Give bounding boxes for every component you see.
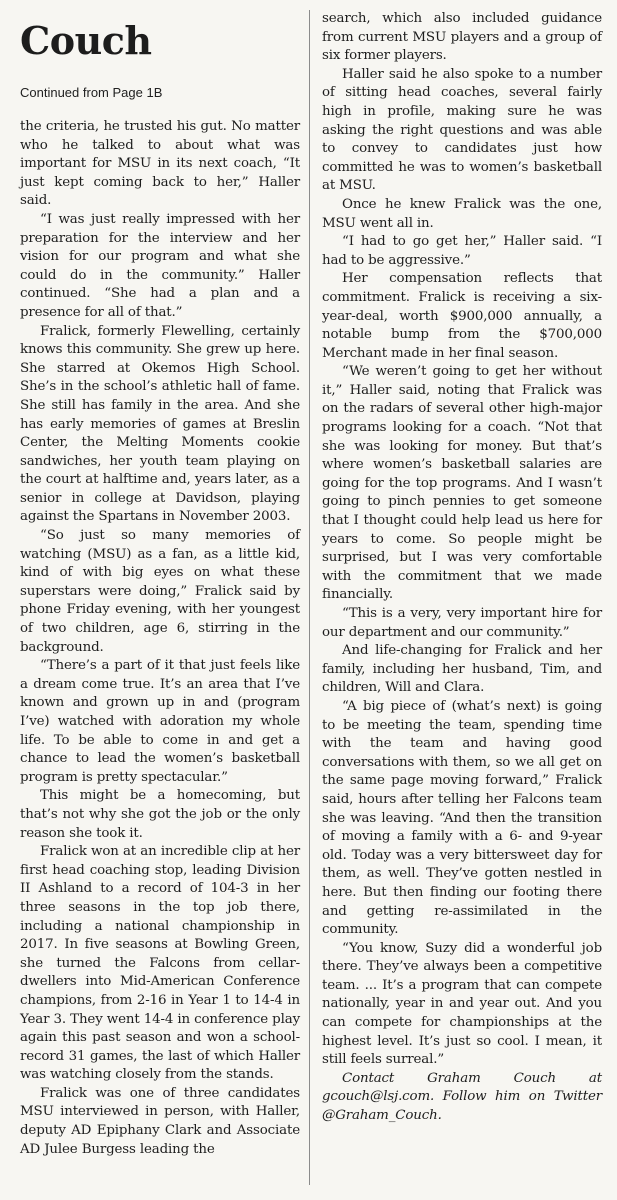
paragraph: Fralick, formerly Flewelling, certainly knows this community. She grew up here. She starred at Okemos High School. She’s in the school’s athletic hall of fame. She still has family in the area. And she has early memories of games at Breslin Center, the Melting Moments cookie sandwiches, her youth team playing on the court at halftime and, years later, as a senior in college at Davidson, playing against the Spartans in November 2003. — [20, 323, 300, 525]
paragraph: “We weren’t going to get her without it,” Haller said, noting that Fralick was on the radars of several other high-major programs looking for a coach. “Not that she was looking for money. But that’s where women’s basketball salaries are going for the top programs. And I wasn’t going to pinch pennies to get someone that I thought could help lead us here for years to come. So people might be surprised, but I was very comfortable with the commitment that we made financially. — [322, 364, 602, 603]
paragraph: “You know, Suzy did a wonderful job there. They’ve always been a competitive team. ... It’s a program that can compete nationally, year in and year out. And you can compete for championships at the highest level. It’s just so cool. I mean, it still feels surreal.” — [322, 940, 602, 1068]
paragraph: “So just so many memories of watching (MSU) as a fan, as a little kid, kind of with big eyes on what these superstars were doing,” Fralick said by phone Friday evening, with her youngest of two children, age 6, stirring in the background. — [20, 528, 300, 655]
paragraph: search, which also included guidance from current MSU players and a group of six former players. — [322, 11, 602, 64]
paragraph: “This is a very, very important hire for our department and our community.” — [322, 606, 602, 640]
column-divider — [309, 10, 310, 1185]
paragraph: “There’s a part of it that just feels like a dream come true. It’s an area that I’ve known and grown up in and (program I’ve) watched with adoration my whole life. To be able to come in and get a chance to lead the women’s basketball program is pretty spectacular.” — [20, 658, 300, 785]
paragraph: Fralick won at an incredible clip at her first head coaching stop, leading Division II Ashland to a record of 104-3 in her three seasons in the top job there, including a national championship in 2017. In five seasons at Bowling Green, she turned the Falcons from cellar-dwellers into Mid-American Conference champions, from 2-16 in Year 1 to 14-4 in Year 3. They went 14-4 in conference play again this past season and won a school-record 31 games, the last of which Haller was watching closely from the stands. — [20, 844, 300, 1083]
paragraph: “I was just really impressed with her preparation for the interview and her vision for our program and what she could do in the community.” Haller continued. “She had a plan and a presence for all of that.” — [20, 211, 300, 320]
author-contact-tagline: Contact Graham Couch at gcouch@lsj.com. Follow him on Twitter @Graham_Couch. — [322, 1070, 602, 1124]
left-column — [20, 118, 300, 1159]
paragraph: Haller said he also spoke to a number of sitting head coaches, several fairly high in profile, making sure he was asking the right questions and was able to convey to candidates just how committed he was to women’s basketball at MSU. — [322, 66, 602, 194]
continued-line: Continued from Page 1B — [20, 85, 163, 100]
paragraph: This might be a homecoming, but that’s not why she got the job or the only reason she took it. — [20, 788, 300, 841]
headline: Couch — [20, 18, 152, 63]
paragraph: Once he knew Fralick was the one, MSU went all in. — [322, 196, 602, 231]
paragraph: Her compensation reflects that commitment. Fralick is receiving a six-year-deal, worth $900,000 annually, a notable bump from the $700,000 Merchant made in her final season. — [322, 271, 602, 361]
paragraph: And life-changing for Fralick and her family, including her husband, Tim, and children, Will and Clara. — [322, 643, 602, 696]
paragraph: “A big piece of (what’s next) is going to be meeting the team, spending time with the team and having good conversations with them, so we all get on the same page moving forward,” Fralick said, hours after telling her Falcons team she was leaving. “And then the transition of moving a family with a 6- and 9-year old. Today was a very bittersweet day for them, as well. They’ve gotten nestled in here. But then finding our footing there and getting re-assimilated in the community. — [322, 698, 602, 938]
paragraph: “I had to go get her,” Haller said. “I had to be aggressive.” — [322, 234, 602, 268]
paragraph: Fralick was one of three candidates MSU interviewed in person, with Haller, deputy AD Epiphany Clark and Associate AD Julee Burgess leading the — [20, 1085, 300, 1157]
paragraph: the criteria, he trusted his gut. No matter who he talked to about what was important for MSU in its next coach, “It just kept coming back to her,” Haller said. — [20, 119, 300, 209]
right-column — [322, 10, 602, 1126]
